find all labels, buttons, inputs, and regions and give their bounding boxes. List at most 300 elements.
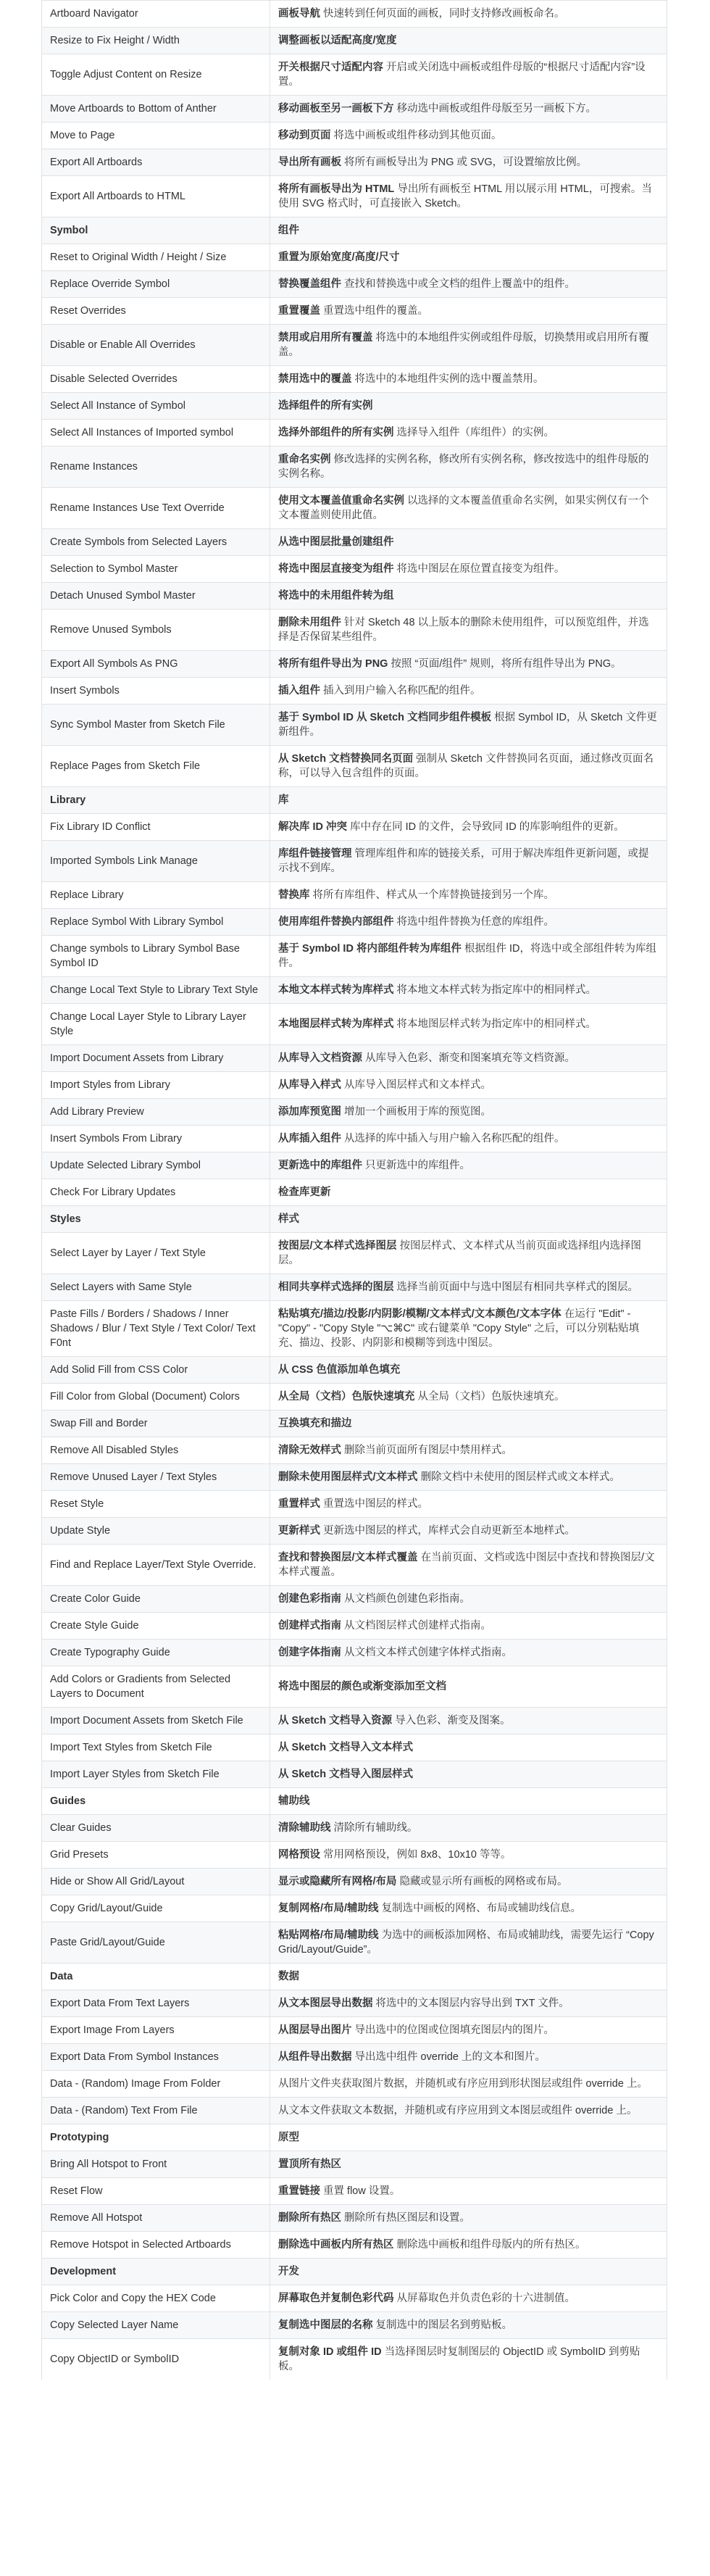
- command-description: [270, 1613, 667, 1640]
- command-title: 检查库更新: [278, 1187, 331, 1198]
- command-detail: 为选中的画板添加网格、布局或辅助线，需要先运行 “Copy Grid/Layout/Guide”。: [278, 1929, 654, 1956]
- command-name: Swap Fill and Border: [42, 1410, 270, 1437]
- table-row: [42, 1734, 667, 1761]
- command-name: Styles: [42, 1206, 270, 1233]
- table-row: [42, 1004, 667, 1045]
- table-row: [42, 1761, 667, 1788]
- command-detail: 根据 Symbol ID，从 Sketch 文件更新组件。: [278, 712, 657, 738]
- command-description: [270, 1815, 667, 1842]
- command-title: 复制对象 ID 或组件 ID: [278, 2346, 382, 2358]
- command-title: 使用库组件替换内部组件: [278, 916, 394, 928]
- command-title: 禁用或启用所有覆盖: [278, 332, 373, 344]
- command-detail: 从选择的库中插入与用户输入名称匹配的组件。: [344, 1133, 565, 1144]
- command-detail: 导入色彩、渐变及图案。: [395, 1715, 511, 1727]
- command-description: [270, 705, 667, 746]
- command-title: 重置为原始宽度/高度/尺寸: [278, 252, 400, 263]
- table-row: [42, 882, 667, 909]
- command-name: Clear Guides: [42, 1815, 270, 1842]
- command-name: Fill Color from Global (Document) Colors: [42, 1384, 270, 1410]
- command-name: Select All Instance of Symbol: [42, 393, 270, 420]
- command-description: [270, 1152, 667, 1179]
- command-title: 粘贴填充/描边/投影/内阴影/模糊/文本样式/文本颜色/文本字体: [278, 1308, 561, 1320]
- table-row: [42, 54, 667, 96]
- command-description: [270, 1, 667, 28]
- table-row: [42, 841, 667, 882]
- command-detail: 从文本文件获取文本数据，并随机或有序应用到文本图层或组件 override 上。: [278, 2105, 638, 2116]
- table-row: [42, 1274, 667, 1301]
- table-row: [42, 2178, 667, 2205]
- table-row: [42, 583, 667, 610]
- table-row: [42, 271, 667, 298]
- command-description: [270, 1990, 667, 2017]
- command-title: 从库插入组件: [278, 1133, 341, 1144]
- command-description: [270, 936, 667, 977]
- command-title: 调整画板以适配高度/宽度: [278, 35, 397, 46]
- table-row: [42, 176, 667, 217]
- command-description: [270, 96, 667, 122]
- command-title: 基于 Symbol ID 将内部组件转为库组件: [278, 943, 462, 955]
- command-title: 从 Sketch 文档导入图层样式: [278, 1769, 414, 1780]
- command-title: 屏幕取色并复制色彩代码: [278, 2293, 394, 2304]
- command-description: [270, 610, 667, 651]
- command-description: [270, 217, 667, 244]
- command-detail: 将选中组件替换为任意的库组件。: [396, 916, 555, 928]
- command-detail: 强制从 Sketch 文件替换同名页面，通过修改页面名称，可以导入包含组件的页面。: [278, 753, 654, 779]
- command-description: [270, 2151, 667, 2178]
- command-detail: 删除选中画板和组件母版内的所有热区。: [396, 2239, 586, 2251]
- table-row: [42, 2232, 667, 2259]
- command-title: 原型: [278, 2132, 299, 2143]
- command-title: 相同共享样式选择的图层: [278, 1281, 394, 1293]
- command-detail: 更新选中图层的样式，库样式会自动更新至本地样式。: [323, 1525, 576, 1537]
- command-name: Resize to Fix Height / Width: [42, 28, 270, 54]
- table-row: [42, 1895, 667, 1922]
- command-name: Export Image From Layers: [42, 2017, 270, 2044]
- command-title: 更新选中的库组件: [278, 1160, 362, 1171]
- command-description: [270, 1964, 667, 1990]
- table-row: [42, 977, 667, 1004]
- command-description: [270, 1179, 667, 1206]
- table-row: [42, 1842, 667, 1869]
- command-description: [270, 1384, 667, 1410]
- command-name: Reset Style: [42, 1491, 270, 1518]
- command-title: 从文本图层导出数据: [278, 1998, 373, 2009]
- command-title: 选择外部组件的所有实例: [278, 427, 394, 439]
- section-row: [42, 787, 667, 814]
- command-name: Detach Unused Symbol Master: [42, 583, 270, 610]
- table-row: [42, 746, 667, 787]
- table-row: [42, 1491, 667, 1518]
- command-title: 辅助线: [278, 1795, 310, 1807]
- command-table: [41, 0, 667, 2380]
- command-name: Replace Pages from Sketch File: [42, 746, 270, 787]
- command-title: 画板导航: [278, 8, 320, 20]
- command-description: [270, 814, 667, 841]
- command-name: Paste Grid/Layout/Guide: [42, 1922, 270, 1964]
- table-row: [42, 2017, 667, 2044]
- command-detail: 删除当前页面所有图层中禁用样式。: [344, 1445, 513, 1456]
- command-detail: 将所有库组件、样式从一个库替换链接到另一个库。: [312, 889, 555, 901]
- command-description: [270, 1437, 667, 1464]
- command-title: 重置样式: [278, 1498, 320, 1510]
- command-title: 显示或隐藏所有网格/布局: [278, 1876, 397, 1887]
- command-description: [270, 2259, 667, 2285]
- table-row: [42, 1518, 667, 1545]
- command-name: Replace Symbol With Library Symbol: [42, 909, 270, 936]
- command-name: Export All Symbols As PNG: [42, 651, 270, 678]
- command-description: [270, 1895, 667, 1922]
- command-name: Symbol: [42, 217, 270, 244]
- command-name: Check For Library Updates: [42, 1179, 270, 1206]
- command-title: 删除未使用图层样式/文本样式: [278, 1471, 418, 1483]
- table-row: [42, 1708, 667, 1734]
- section-row: [42, 2259, 667, 2285]
- command-description: [270, 2232, 667, 2259]
- command-name: Export Data From Text Layers: [42, 1990, 270, 2017]
- command-name: Bring All Hotspot to Front: [42, 2151, 270, 2178]
- table-row: [42, 556, 667, 583]
- command-description: [270, 2312, 667, 2339]
- command-title: 移动到页面: [278, 130, 331, 141]
- command-description: [270, 529, 667, 556]
- command-description: [270, 2205, 667, 2232]
- command-title: 从库导入样式: [278, 1079, 341, 1091]
- command-title: 创建色彩指南: [278, 1593, 341, 1605]
- command-description: [270, 325, 667, 366]
- command-name: Import Layer Styles from Sketch File: [42, 1761, 270, 1788]
- command-title: 组件: [278, 225, 299, 236]
- command-title: 删除未用组件: [278, 617, 341, 628]
- command-name: Rename Instances Use Text Override: [42, 488, 270, 529]
- command-name: Export All Artboards to HTML: [42, 176, 270, 217]
- command-detail: 以选择的文本覆盖值重命名实例，如果实例仅有一个文本覆盖则使用此值。: [278, 495, 649, 521]
- table-row: [42, 1099, 667, 1126]
- command-title: 置顶所有热区: [278, 2159, 341, 2170]
- table-row: [42, 1357, 667, 1384]
- command-description: [270, 1233, 667, 1274]
- command-description: [270, 1099, 667, 1126]
- command-detail: 从文档文本样式创建字体样式指南。: [344, 1647, 513, 1658]
- command-description: [270, 2044, 667, 2071]
- table-row: [42, 393, 667, 420]
- command-name: Add Colors or Gradients from Selected Layers to Document: [42, 1666, 270, 1708]
- table-row: [42, 1152, 667, 1179]
- command-detail: 将选中的本地组件实例或组件母版，切换禁用或启用所有覆盖。: [278, 332, 649, 358]
- command-title: 清除无效样式: [278, 1445, 341, 1456]
- command-detail: 从库导入色彩、渐变和图案填充等文档资源。: [365, 1052, 576, 1064]
- command-name: Change Local Text Style to Library Text Style: [42, 977, 270, 1004]
- command-name: Copy Selected Layer Name: [42, 2312, 270, 2339]
- command-title: 从 Sketch 文档替换同名页面: [278, 753, 414, 765]
- command-detail: 选择当前页面中与选中图层有相同共享样式的图层。: [396, 1281, 639, 1293]
- command-detail: 按图层样式、文本样式从当前页面或选择组内选择图层。: [278, 1240, 642, 1266]
- table-row: [42, 529, 667, 556]
- command-name: Hide or Show All Grid/Layout: [42, 1869, 270, 1895]
- command-title: 替换库: [278, 889, 310, 901]
- command-name: Create Symbols from Selected Layers: [42, 529, 270, 556]
- command-description: [270, 1640, 667, 1666]
- command-name: Replace Override Symbol: [42, 271, 270, 298]
- table-row: [42, 1613, 667, 1640]
- table-row: [42, 705, 667, 746]
- table-row: [42, 446, 667, 488]
- command-title: 复制选中图层的名称: [278, 2319, 373, 2331]
- command-description: [270, 1357, 667, 1384]
- command-name: Move Artboards to Bottom of Anther: [42, 96, 270, 122]
- command-name: Update Selected Library Symbol: [42, 1152, 270, 1179]
- command-name: Create Typography Guide: [42, 1640, 270, 1666]
- command-title: 将所有画板导出为 HTML: [278, 183, 395, 195]
- command-title: 开关根据尺寸适配内容: [278, 62, 383, 73]
- command-name: Fix Library ID Conflict: [42, 814, 270, 841]
- command-detail: 清除所有辅助线。: [333, 1822, 418, 1834]
- command-description: [270, 882, 667, 909]
- table-row: [42, 1126, 667, 1152]
- command-description: [270, 2124, 667, 2151]
- command-detail: 在运行 "Edit" - "Copy" - "Copy Style "⌥⌘C" 或右键菜单 "Copy Style" 之后，可以分别粘贴填充、描边、投影、内阴影和模糊等到选中图层。: [278, 1308, 640, 1349]
- command-detail: 只更新选中的库组件。: [365, 1160, 471, 1171]
- command-title: 清除辅助线: [278, 1822, 331, 1834]
- table-row: [42, 1464, 667, 1491]
- command-detail: 从全局（文档）色版快速填充。: [417, 1391, 565, 1403]
- command-name: Export Data From Symbol Instances: [42, 2044, 270, 2071]
- table-row: [42, 2205, 667, 2232]
- command-name: Reset Flow: [42, 2178, 270, 2205]
- table-row: [42, 936, 667, 977]
- command-description: [270, 1301, 667, 1357]
- command-description: [270, 2285, 667, 2312]
- command-name: Import Document Assets from Library: [42, 1045, 270, 1072]
- command-detail: 查找和替换选中或全文档的组件上覆盖中的组件。: [344, 278, 576, 290]
- command-description: [270, 2178, 667, 2205]
- command-title: 从 CSS 色值添加单色填充: [278, 1364, 401, 1376]
- command-title: 导出所有画板: [278, 157, 341, 168]
- command-description: [270, 1206, 667, 1233]
- command-detail: 针对 Sketch 48 以上版本的删除未使用组件，可以预览组件，并选择是否保留某些组件。: [278, 617, 649, 643]
- command-detail: 常用网格预设，例如 8x8、10x10 等等。: [323, 1849, 511, 1861]
- command-detail: 将选中的本地组件实例的选中覆盖禁用。: [354, 373, 544, 385]
- command-detail: 按照 “页面/组件” 规则，将所有组件导出为 PNG。: [390, 658, 622, 670]
- table-row: [42, 1233, 667, 1274]
- command-title: 禁用选中的覆盖: [278, 373, 352, 385]
- command-detail: 从库导入图层样式和文本样式。: [344, 1079, 492, 1091]
- command-title: 重置链接: [278, 2185, 320, 2197]
- command-description: [270, 122, 667, 149]
- table-row: [42, 2285, 667, 2312]
- command-name: Data: [42, 1964, 270, 1990]
- command-name: Paste Fills / Borders / Shadows / Inner Shadows / Blur / Text Style / Text Color/ Text F0nt: [42, 1301, 270, 1357]
- command-detail: 重置 flow 设置。: [323, 2185, 401, 2197]
- command-name: Create Color Guide: [42, 1586, 270, 1613]
- command-name: Select Layers with Same Style: [42, 1274, 270, 1301]
- command-title: 基于 Symbol ID 从 Sketch 文档同步组件模板: [278, 712, 492, 723]
- table-row: [42, 2098, 667, 2124]
- command-description: [270, 1464, 667, 1491]
- table-row: [42, 2151, 667, 2178]
- section-row: [42, 2124, 667, 2151]
- command-name: Insert Symbols: [42, 678, 270, 705]
- command-description: [270, 746, 667, 787]
- command-name: Remove Hotspot in Selected Artboards: [42, 2232, 270, 2259]
- table-row: [42, 814, 667, 841]
- command-title: 开发: [278, 2266, 299, 2277]
- command-detail: 修改选择的实例名称，修改所有实例名称，修改按选中的组件母版的实例名称。: [278, 454, 649, 480]
- command-detail: 将选中的文本图层内容导出到 TXT 文件。: [375, 1998, 569, 2009]
- command-name: Remove Unused Layer / Text Styles: [42, 1464, 270, 1491]
- command-detail: 删除所有热区图层和设置。: [344, 2212, 471, 2224]
- table-row: [42, 1410, 667, 1437]
- command-description: [270, 1708, 667, 1734]
- command-name: Remove All Hotspot: [42, 2205, 270, 2232]
- command-description: [270, 1004, 667, 1045]
- table-row: [42, 1869, 667, 1895]
- command-title: 添加库预览图: [278, 1106, 341, 1118]
- command-description: [270, 651, 667, 678]
- command-detail: 选择导入组件（库组件）的实例。: [396, 427, 555, 439]
- command-detail: 复制选中的图层名到剪贴板。: [375, 2319, 513, 2331]
- command-description: [270, 1274, 667, 1301]
- command-description: [270, 2017, 667, 2044]
- command-detail: 开启或关闭选中画板或组件母版的“根据尺寸适配内容”设置。: [278, 62, 646, 88]
- command-description: [270, 446, 667, 488]
- table-row: [42, 2044, 667, 2071]
- command-title: 互换填充和描边: [278, 1418, 352, 1429]
- command-name: Export All Artboards: [42, 149, 270, 176]
- command-name: Toggle Adjust Content on Resize: [42, 54, 270, 96]
- command-name: Replace Library: [42, 882, 270, 909]
- command-detail: 插入到用户输入名称匹配的组件。: [323, 685, 481, 697]
- command-title: 从选中图层批量创建组件: [278, 536, 394, 548]
- command-description: [270, 556, 667, 583]
- command-description: [270, 1788, 667, 1815]
- command-detail: 将选中图层在原位置直接变为组件。: [396, 563, 565, 575]
- command-detail: 将选中画板或组件移动到其他页面。: [333, 130, 502, 141]
- command-name: Find and Replace Layer/Text Style Override.: [42, 1545, 270, 1586]
- command-table-body: [42, 1, 667, 2380]
- command-description: [270, 488, 667, 529]
- command-name: Select All Instances of Imported symbol: [42, 420, 270, 446]
- command-title: 选择组件的所有实例: [278, 400, 373, 412]
- command-name: Data - (Random) Image From Folder: [42, 2071, 270, 2098]
- command-title: 样式: [278, 1213, 299, 1225]
- command-description: [270, 841, 667, 882]
- command-detail: 导出所有画板至 HTML 用以展示用 HTML，可搜索。当使用 SVG 格式时，可直接嵌入 Sketch。: [278, 183, 652, 209]
- command-description: [270, 909, 667, 936]
- command-name: Copy ObjectID or SymbolID: [42, 2339, 270, 2380]
- table-row: [42, 366, 667, 393]
- command-title: 更新样式: [278, 1525, 320, 1537]
- command-description: [270, 1518, 667, 1545]
- command-description: [270, 271, 667, 298]
- command-description: [270, 2098, 667, 2124]
- command-name: Insert Symbols From Library: [42, 1126, 270, 1152]
- command-title: 按图层/文本样式选择图层: [278, 1240, 397, 1252]
- command-description: [270, 1045, 667, 1072]
- table-row: [42, 2339, 667, 2380]
- command-detail: 从图片文件夹获取图片数据，并随机或有序应用到形状图层或组件 override 上。: [278, 2078, 648, 2090]
- command-description: [270, 176, 667, 217]
- table-row: [42, 1179, 667, 1206]
- command-title: 使用文本覆盖值重命名实例: [278, 495, 404, 507]
- table-row: [42, 488, 667, 529]
- command-name: Import Document Assets from Sketch File: [42, 1708, 270, 1734]
- command-detail: 将本地图层样式转为指定库中的相同样式。: [396, 1018, 597, 1030]
- command-description: [270, 1410, 667, 1437]
- command-detail: 将本地文本样式转为指定库中的相同样式。: [396, 984, 597, 996]
- command-description: [270, 28, 667, 54]
- command-description: [270, 1072, 667, 1099]
- table-row: [42, 1640, 667, 1666]
- command-title: 从全局（文档）色版快速填充: [278, 1391, 415, 1403]
- command-name: Change Local Layer Style to Library Layer Style: [42, 1004, 270, 1045]
- command-name: Guides: [42, 1788, 270, 1815]
- command-title: 从库导入文档资源: [278, 1052, 362, 1064]
- command-title: 解决库 ID 冲突: [278, 821, 348, 833]
- table-row: [42, 1586, 667, 1613]
- table-row: [42, 149, 667, 176]
- command-detail: 导出选中的位图或位图填充图层内的图片。: [354, 2024, 555, 2036]
- command-title: 复制网格/布局/辅助线: [278, 1903, 379, 1914]
- command-name: Grid Presets: [42, 1842, 270, 1869]
- command-detail: 库中存在同 ID 的文件，会导致同 ID 的库影响组件的更新。: [350, 821, 625, 833]
- command-name: Prototyping: [42, 2124, 270, 2151]
- section-row: [42, 1788, 667, 1815]
- table-row: [42, 1815, 667, 1842]
- command-title: 插入组件: [278, 685, 320, 697]
- command-title: 替换覆盖组件: [278, 278, 341, 290]
- table-row: [42, 298, 667, 325]
- command-detail: 重置选中图层的样式。: [323, 1498, 429, 1510]
- command-detail: 从屏幕取色并负责色彩的十六进制值。: [396, 2293, 576, 2304]
- table-row: [42, 28, 667, 54]
- section-row: [42, 1206, 667, 1233]
- command-name: Copy Grid/Layout/Guide: [42, 1895, 270, 1922]
- command-description: [270, 2339, 667, 2380]
- command-detail: 移动选中画板或组件母版至另一画板下方。: [396, 103, 597, 115]
- command-title: 数据: [278, 1971, 299, 1982]
- command-name: Sync Symbol Master from Sketch File: [42, 705, 270, 746]
- table-row: [42, 678, 667, 705]
- command-name: Data - (Random) Text From File: [42, 2098, 270, 2124]
- table-row: [42, 1922, 667, 1964]
- command-title: 重置覆盖: [278, 305, 320, 317]
- command-name: Disable or Enable All Overrides: [42, 325, 270, 366]
- command-description: [270, 244, 667, 271]
- command-description: [270, 1842, 667, 1869]
- command-detail: 管理库组件和库的链接关系，可用于解决库组件更新问题，或提示找不到库。: [278, 848, 649, 874]
- table-row: [42, 96, 667, 122]
- command-detail: 从文档颜色创建色彩指南。: [344, 1593, 471, 1605]
- command-description: [270, 1491, 667, 1518]
- command-description: [270, 583, 667, 610]
- command-name: Add Library Preview: [42, 1099, 270, 1126]
- command-detail: 删除文档中未使用的图层样式或文本样式。: [420, 1471, 621, 1483]
- table-row: [42, 420, 667, 446]
- command-detail: 从文档图层样式创建样式指南。: [344, 1620, 492, 1632]
- command-detail: 根据组件 ID，将选中或全部组件转为库组件。: [278, 943, 657, 969]
- command-detail: 重置选中组件的覆盖。: [323, 305, 429, 317]
- table-row: [42, 1437, 667, 1464]
- command-title: 移动画板至另一画板下方: [278, 103, 394, 115]
- table-row: [42, 651, 667, 678]
- command-description: [270, 149, 667, 176]
- command-detail: 快速转到任何页面的画板，同时支持修改画板命名。: [323, 8, 565, 20]
- command-detail: 导出选中组件 override 上的文本和图片。: [354, 2051, 546, 2063]
- command-description: [270, 298, 667, 325]
- table-row: [42, 1545, 667, 1586]
- command-title: 从图层导出图片: [278, 2024, 352, 2036]
- table-row: [42, 122, 667, 149]
